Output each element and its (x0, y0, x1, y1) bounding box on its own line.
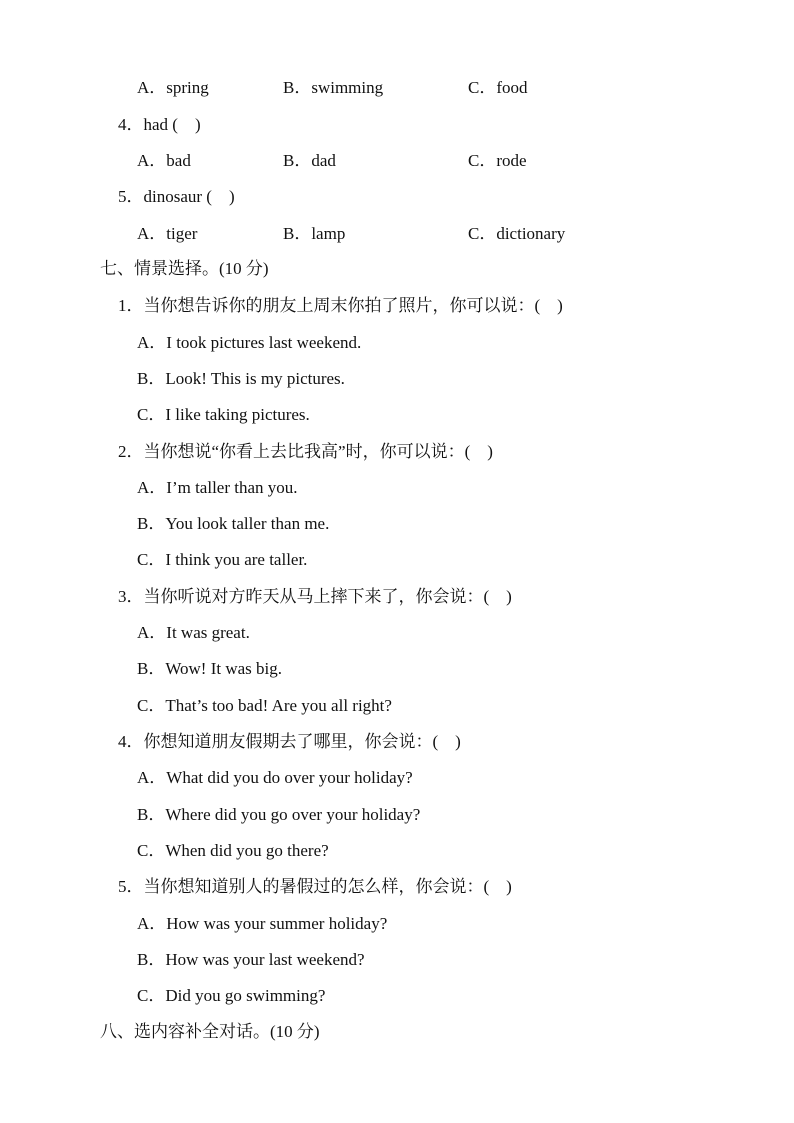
s7-q1-option-c: C．I like taking pictures. (137, 405, 310, 424)
q4-option-b: B．dad (283, 151, 336, 170)
section7-heading: 七、情景选择。(10 分) (100, 259, 269, 278)
s7-q4-stem: 4．你想知道朋友假期去了哪里，你会说：( ) (118, 732, 461, 751)
q5-option-b: B．lamp (283, 224, 346, 243)
s7-q4-option-c: C．When did you go there? (137, 841, 329, 860)
q3-option-c: C．food (468, 78, 528, 97)
q3-option-b: B．swimming (283, 78, 384, 97)
q4-stem: 4．had ( ) (118, 115, 201, 134)
s7-q3-option-c: C．That’s too bad! Are you all right? (137, 696, 392, 715)
q5-option-a: A．tiger (137, 224, 198, 243)
s7-q2-option-b: B．You look taller than me. (137, 514, 330, 533)
s7-q1-option-b: B．Look! This is my pictures. (137, 369, 345, 388)
s7-q5-option-b: B．How was your last weekend? (137, 950, 365, 969)
s7-q4-option-b: B．Where did you go over your holiday? (137, 805, 421, 824)
s7-q3-option-b: B．Wow! It was big. (137, 659, 283, 678)
s7-q5-option-a: A．How was your summer holiday? (137, 914, 388, 933)
s7-q1-stem: 1．当你想告诉你的朋友上周末你拍了照片，你可以说：( ) (118, 296, 563, 315)
s7-q2-stem: 2．当你想说“你看上去比我高”时，你可以说：( ) (118, 442, 493, 461)
s7-q1-option-a: A．I took pictures last weekend. (137, 333, 362, 352)
s7-q3-option-a: A．It was great. (137, 623, 250, 642)
s7-q3-stem: 3．当你听说对方昨天从马上摔下来了，你会说：( ) (118, 587, 512, 606)
s7-q5-stem: 5．当你想知道别人的暑假过的怎么样，你会说：( ) (118, 877, 512, 896)
section8-heading: 八、选内容补全对话。(10 分) (100, 1022, 320, 1041)
q3-option-a: A．spring (137, 78, 209, 97)
q4-option-a: A．bad (137, 151, 191, 170)
q5-option-c: C．dictionary (468, 224, 566, 243)
s7-q4-option-a: A．What did you do over your holiday? (137, 768, 413, 787)
s7-q2-option-c: C．I think you are taller. (137, 550, 308, 569)
s7-q2-option-a: A．I’m taller than you. (137, 478, 298, 497)
q4-option-c: C．rode (468, 151, 527, 170)
q5-stem: 5．dinosaur ( ) (118, 187, 235, 206)
s7-q5-option-c: C．Did you go swimming? (137, 986, 326, 1005)
